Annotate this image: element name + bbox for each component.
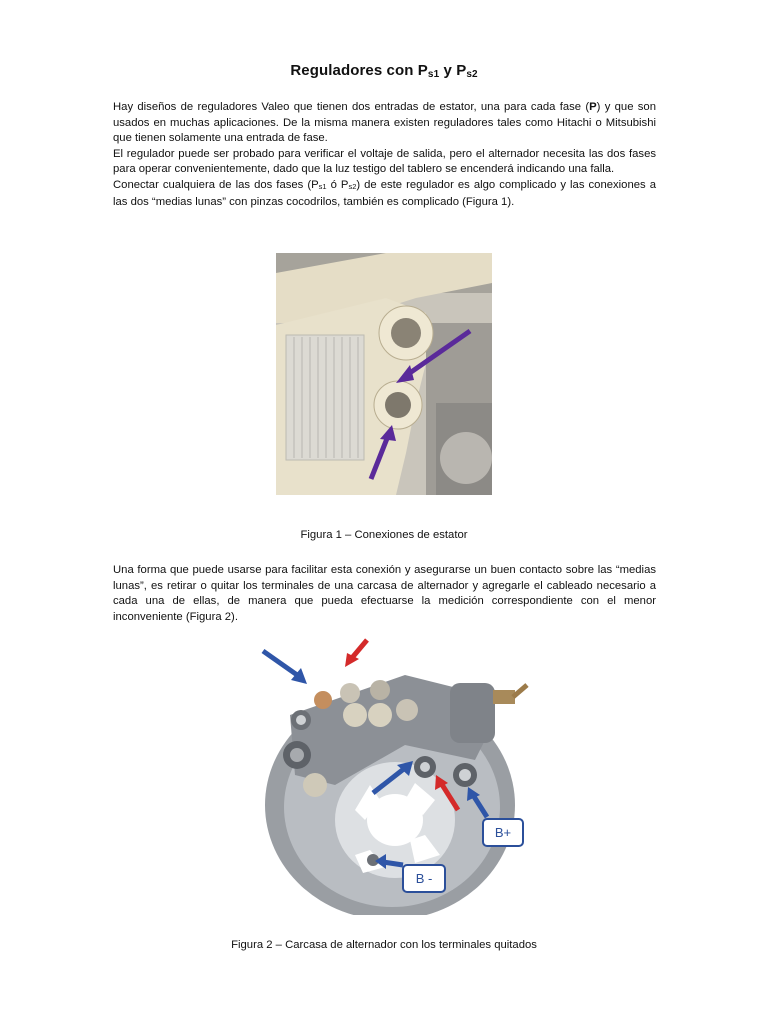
page-title: Reguladores con $P_{s1}$ y $P_{s2}$ [290, 62, 478, 80]
paragraph-1: Hay diseños de reguladores Valeo que tienen dos entradas de estator, una para cada fase (P) y que son usados en muchas aplicaciones. De la misma manera existen reguladores tales como Hitachi o Mitsubishi que tienen solamente una entrada de fase. [113, 101, 656, 145]
figure-1-caption: Figura 1 – Conexiones de estator [300, 529, 468, 541]
figure-2-alternator-photo [255, 635, 540, 915]
paragraph-3: Conectar cualquiera de las dos fases ($P_{s1}$ ó $P_{s2}$) de este regulador es algo complicado y las conexiones a las dos “medias lunas” con pinzas cocodrilos, también es complicado (Figura 1). [113, 178, 656, 208]
b-minus-label: B - [415, 871, 433, 886]
intro-text-block [113, 100, 656, 210]
figure-2-caption: Figura 2 – Carcasa de alternador con los terminales quitados [231, 939, 537, 951]
figure-1-regulator-photo [276, 253, 492, 495]
b-plus-label: B+ [494, 825, 512, 840]
paragraph-4: Una forma que puede usarse para facilitar esta conexión y asegurarse un buen contacto sobre las “medias lunas”, es retirar o quitar los terminales de una carcasa de alternador y agregarle el cableado necesario a cada una de ellas, de manera que pueda efectuarse la medición correspondiente con el menor inconveniente (Figura 2). [113, 564, 656, 623]
paragraph-2: El regulador puede ser probado para verificar el voltaje de salida, pero el alternador necesita las dos fases para operar convenientemente, dado que la luz testigo del tablero se encenderá indicando una falla. [113, 147, 656, 176]
